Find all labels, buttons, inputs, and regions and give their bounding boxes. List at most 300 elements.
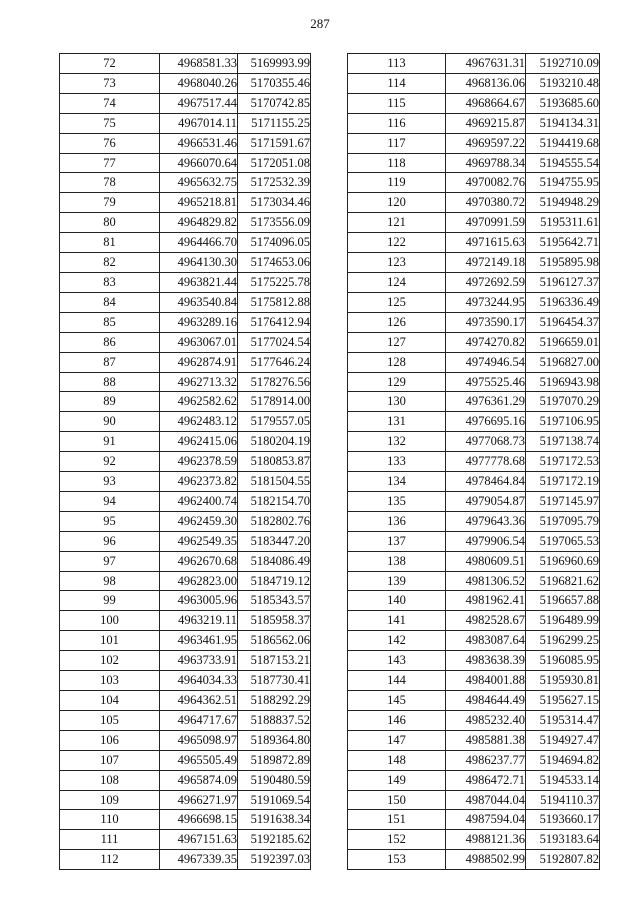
- y-coordinate-cell: 5187153.21: [238, 651, 311, 671]
- y-coordinate-cell: 5196299.25: [526, 631, 600, 651]
- x-coordinate-cell: 4970991.59: [446, 213, 526, 233]
- point-number-cell: 128: [348, 352, 446, 372]
- y-coordinate-cell: 5184086.49: [238, 551, 311, 571]
- table-row: [60, 472, 311, 492]
- y-coordinate-cell: 5171155.25: [238, 113, 311, 133]
- x-coordinate-cell: 4979054.87: [446, 491, 526, 511]
- table-row: [348, 272, 600, 292]
- x-coordinate-cell: 4983638.39: [446, 651, 526, 671]
- point-number-cell: 153: [348, 850, 446, 870]
- x-coordinate-cell: 4967631.31: [446, 54, 526, 74]
- table-row: [60, 631, 311, 651]
- point-number-cell: 98: [60, 571, 160, 591]
- y-coordinate-cell: 5195895.98: [526, 253, 600, 273]
- y-coordinate-cell: 5194948.29: [526, 193, 600, 213]
- table-row: [348, 73, 600, 93]
- point-number-cell: 118: [348, 153, 446, 173]
- y-coordinate-cell: 5172051.08: [238, 153, 311, 173]
- table-row: [348, 352, 600, 372]
- table-row: [60, 173, 311, 193]
- x-coordinate-cell: 4968040.26: [160, 73, 238, 93]
- table-row: [348, 113, 600, 133]
- x-coordinate-cell: 4964466.70: [160, 233, 238, 253]
- x-coordinate-cell: 4976361.29: [446, 392, 526, 412]
- table-row: [60, 511, 311, 531]
- point-number-cell: 122: [348, 233, 446, 253]
- x-coordinate-cell: 4969597.22: [446, 133, 526, 153]
- table-row: [348, 193, 600, 213]
- x-coordinate-cell: 4963733.91: [160, 651, 238, 671]
- point-number-cell: 126: [348, 312, 446, 332]
- table-row: [348, 412, 600, 432]
- point-number-cell: 120: [348, 193, 446, 213]
- table-row: [60, 452, 311, 472]
- table-row: [60, 531, 311, 551]
- y-coordinate-cell: 5193183.64: [526, 830, 600, 850]
- point-number-cell: 130: [348, 392, 446, 412]
- table-row: [60, 113, 311, 133]
- table-row: [348, 54, 600, 74]
- point-number-cell: 137: [348, 531, 446, 551]
- table-row: [348, 571, 600, 591]
- table-row: [348, 691, 600, 711]
- y-coordinate-cell: 5196821.62: [526, 571, 600, 591]
- table-row: [60, 850, 311, 870]
- table-row: [348, 173, 600, 193]
- x-coordinate-cell: 4963461.95: [160, 631, 238, 651]
- table-row: [60, 730, 311, 750]
- point-number-cell: 129: [348, 372, 446, 392]
- x-coordinate-cell: 4965505.49: [160, 750, 238, 770]
- point-number-cell: 127: [348, 332, 446, 352]
- table-row: [60, 432, 311, 452]
- x-coordinate-cell: 4967339.35: [160, 850, 238, 870]
- x-coordinate-cell: 4962549.35: [160, 531, 238, 551]
- x-coordinate-cell: 4964362.51: [160, 691, 238, 711]
- table-row: [348, 710, 600, 730]
- table-row: [348, 392, 600, 412]
- y-coordinate-cell: 5193210.48: [526, 73, 600, 93]
- point-number-cell: 149: [348, 770, 446, 790]
- x-coordinate-cell: 4966698.15: [160, 810, 238, 830]
- x-coordinate-cell: 4967151.63: [160, 830, 238, 850]
- y-coordinate-cell: 5191638.34: [238, 810, 311, 830]
- point-number-cell: 145: [348, 691, 446, 711]
- point-number-cell: 97: [60, 551, 160, 571]
- table-row: [60, 272, 311, 292]
- table-row: [60, 372, 311, 392]
- y-coordinate-cell: 5197070.29: [526, 392, 600, 412]
- x-coordinate-cell: 4962483.12: [160, 412, 238, 432]
- point-number-cell: 116: [348, 113, 446, 133]
- table-row: [348, 491, 600, 511]
- point-number-cell: 139: [348, 571, 446, 591]
- x-coordinate-cell: 4962459.30: [160, 511, 238, 531]
- point-number-cell: 147: [348, 730, 446, 750]
- x-coordinate-cell: 4962670.68: [160, 551, 238, 571]
- point-number-cell: 114: [348, 73, 446, 93]
- y-coordinate-cell: 5196085.95: [526, 651, 600, 671]
- point-number-cell: 117: [348, 133, 446, 153]
- x-coordinate-cell: 4968664.67: [446, 93, 526, 113]
- y-coordinate-cell: 5189364.80: [238, 730, 311, 750]
- y-coordinate-cell: 5175225.78: [238, 272, 311, 292]
- y-coordinate-cell: 5194134.31: [526, 113, 600, 133]
- table-row: [60, 790, 311, 810]
- point-number-cell: 84: [60, 292, 160, 312]
- point-number-cell: 103: [60, 671, 160, 691]
- point-number-cell: 82: [60, 253, 160, 273]
- point-number-cell: 151: [348, 810, 446, 830]
- y-coordinate-cell: 5194555.54: [526, 153, 600, 173]
- y-coordinate-cell: 5192710.09: [526, 54, 600, 74]
- x-coordinate-cell: 4969215.87: [446, 113, 526, 133]
- table-row: [60, 691, 311, 711]
- table-row: [348, 292, 600, 312]
- y-coordinate-cell: 5172532.39: [238, 173, 311, 193]
- point-number-cell: 76: [60, 133, 160, 153]
- table-row: [60, 213, 311, 233]
- y-coordinate-cell: 5196336.49: [526, 292, 600, 312]
- x-coordinate-cell: 4979906.54: [446, 531, 526, 551]
- point-number-cell: 125: [348, 292, 446, 312]
- table-body-left: [60, 54, 311, 870]
- table-row: [348, 332, 600, 352]
- y-coordinate-cell: 5197106.95: [526, 412, 600, 432]
- y-coordinate-cell: 5195311.61: [526, 213, 600, 233]
- point-number-cell: 86: [60, 332, 160, 352]
- y-coordinate-cell: 5192397.03: [238, 850, 311, 870]
- y-coordinate-cell: 5194533.14: [526, 770, 600, 790]
- x-coordinate-cell: 4976695.16: [446, 412, 526, 432]
- x-coordinate-cell: 4963540.84: [160, 292, 238, 312]
- point-number-cell: 85: [60, 312, 160, 332]
- point-number-cell: 146: [348, 710, 446, 730]
- point-number-cell: 121: [348, 213, 446, 233]
- point-number-cell: 94: [60, 491, 160, 511]
- table-row: [60, 651, 311, 671]
- point-number-cell: 123: [348, 253, 446, 273]
- y-coordinate-cell: 5193685.60: [526, 93, 600, 113]
- x-coordinate-cell: 4979643.36: [446, 511, 526, 531]
- point-number-cell: 88: [60, 372, 160, 392]
- x-coordinate-cell: 4974946.54: [446, 352, 526, 372]
- table-row: [348, 372, 600, 392]
- point-number-cell: 81: [60, 233, 160, 253]
- table-row: [348, 472, 600, 492]
- x-coordinate-cell: 4962823.00: [160, 571, 238, 591]
- y-coordinate-cell: 5194755.95: [526, 173, 600, 193]
- y-coordinate-cell: 5177646.24: [238, 352, 311, 372]
- point-number-cell: 93: [60, 472, 160, 492]
- y-coordinate-cell: 5195314.47: [526, 710, 600, 730]
- y-coordinate-cell: 5173034.46: [238, 193, 311, 213]
- point-number-cell: 90: [60, 412, 160, 432]
- point-number-cell: 150: [348, 790, 446, 810]
- x-coordinate-cell: 4966070.64: [160, 153, 238, 173]
- y-coordinate-cell: 5189872.89: [238, 750, 311, 770]
- point-number-cell: 92: [60, 452, 160, 472]
- table-row: [348, 730, 600, 750]
- y-coordinate-cell: 5176412.94: [238, 312, 311, 332]
- x-coordinate-cell: 4962373.82: [160, 472, 238, 492]
- table-row: [348, 551, 600, 571]
- y-coordinate-cell: 5192807.82: [526, 850, 600, 870]
- point-number-cell: 138: [348, 551, 446, 571]
- y-coordinate-cell: 5182154.70: [238, 491, 311, 511]
- table-row: [60, 292, 311, 312]
- y-coordinate-cell: 5195930.81: [526, 671, 600, 691]
- point-number-cell: 106: [60, 730, 160, 750]
- x-coordinate-cell: 4984644.49: [446, 691, 526, 711]
- table-row: [348, 93, 600, 113]
- y-coordinate-cell: 5174096.05: [238, 233, 311, 253]
- table-row: [60, 591, 311, 611]
- x-coordinate-cell: 4967014.11: [160, 113, 238, 133]
- x-coordinate-cell: 4968581.33: [160, 54, 238, 74]
- table-row: [348, 452, 600, 472]
- y-coordinate-cell: 5197095.79: [526, 511, 600, 531]
- x-coordinate-cell: 4987044.04: [446, 790, 526, 810]
- point-number-cell: 89: [60, 392, 160, 412]
- table-row: [348, 133, 600, 153]
- y-coordinate-cell: 5190480.59: [238, 770, 311, 790]
- table-row: [60, 770, 311, 790]
- x-coordinate-cell: 4966271.97: [160, 790, 238, 810]
- x-coordinate-cell: 4987594.04: [446, 810, 526, 830]
- point-number-cell: 102: [60, 651, 160, 671]
- y-coordinate-cell: 5196657.88: [526, 591, 600, 611]
- table-row: [60, 352, 311, 372]
- point-number-cell: 74: [60, 93, 160, 113]
- x-coordinate-cell: 4978464.84: [446, 472, 526, 492]
- table-row: [60, 710, 311, 730]
- y-coordinate-cell: 5178914.00: [238, 392, 311, 412]
- y-coordinate-cell: 5194927.47: [526, 730, 600, 750]
- table-row: [348, 810, 600, 830]
- x-coordinate-cell: 4963289.16: [160, 312, 238, 332]
- x-coordinate-cell: 4962415.06: [160, 432, 238, 452]
- y-coordinate-cell: 5196943.98: [526, 372, 600, 392]
- y-coordinate-cell: 5196489.99: [526, 611, 600, 631]
- x-coordinate-cell: 4986237.77: [446, 750, 526, 770]
- table-row: [60, 133, 311, 153]
- point-number-cell: 79: [60, 193, 160, 213]
- x-coordinate-cell: 4966531.46: [160, 133, 238, 153]
- x-coordinate-cell: 4980609.51: [446, 551, 526, 571]
- table-row: [348, 432, 600, 452]
- point-number-cell: 113: [348, 54, 446, 74]
- y-coordinate-cell: 5170355.46: [238, 73, 311, 93]
- y-coordinate-cell: 5194419.68: [526, 133, 600, 153]
- table-row: [60, 611, 311, 631]
- table-row: [348, 770, 600, 790]
- y-coordinate-cell: 5191069.54: [238, 790, 311, 810]
- table-row: [348, 750, 600, 770]
- point-number-cell: 91: [60, 432, 160, 452]
- point-number-cell: 133: [348, 452, 446, 472]
- table-row: [60, 312, 311, 332]
- x-coordinate-cell: 4965218.81: [160, 193, 238, 213]
- y-coordinate-cell: 5185343.57: [238, 591, 311, 611]
- y-coordinate-cell: 5196659.01: [526, 332, 600, 352]
- y-coordinate-cell: 5180204.19: [238, 432, 311, 452]
- point-number-cell: 104: [60, 691, 160, 711]
- table-row: [348, 531, 600, 551]
- table-row: [60, 193, 311, 213]
- point-number-cell: 95: [60, 511, 160, 531]
- point-number-cell: 78: [60, 173, 160, 193]
- y-coordinate-cell: 5177024.54: [238, 332, 311, 352]
- point-number-cell: 96: [60, 531, 160, 551]
- point-number-cell: 131: [348, 412, 446, 432]
- x-coordinate-cell: 4981962.41: [446, 591, 526, 611]
- table-row: [348, 253, 600, 273]
- table-row: [60, 551, 311, 571]
- coordinates-table-right: [347, 53, 600, 870]
- table-row: [60, 153, 311, 173]
- x-coordinate-cell: 4972149.18: [446, 253, 526, 273]
- point-number-cell: 75: [60, 113, 160, 133]
- y-coordinate-cell: 5188837.52: [238, 710, 311, 730]
- y-coordinate-cell: 5170742.85: [238, 93, 311, 113]
- table-row: [348, 790, 600, 810]
- x-coordinate-cell: 4962582.62: [160, 392, 238, 412]
- table-row: [60, 392, 311, 412]
- y-coordinate-cell: 5179557.05: [238, 412, 311, 432]
- point-number-cell: 107: [60, 750, 160, 770]
- y-coordinate-cell: 5181504.55: [238, 472, 311, 492]
- x-coordinate-cell: 4982528.67: [446, 611, 526, 631]
- table-row: [348, 671, 600, 691]
- x-coordinate-cell: 4970082.76: [446, 173, 526, 193]
- x-coordinate-cell: 4988121.36: [446, 830, 526, 850]
- x-coordinate-cell: 4969788.34: [446, 153, 526, 173]
- x-coordinate-cell: 4986472.71: [446, 770, 526, 790]
- y-coordinate-cell: 5192185.62: [238, 830, 311, 850]
- x-coordinate-cell: 4968136.06: [446, 73, 526, 93]
- y-coordinate-cell: 5197138.74: [526, 432, 600, 452]
- point-number-cell: 72: [60, 54, 160, 74]
- y-coordinate-cell: 5193660.17: [526, 810, 600, 830]
- table-row: [60, 491, 311, 511]
- point-number-cell: 142: [348, 631, 446, 651]
- table-row: [348, 631, 600, 651]
- point-number-cell: 110: [60, 810, 160, 830]
- y-coordinate-cell: 5197145.97: [526, 491, 600, 511]
- x-coordinate-cell: 4977778.68: [446, 452, 526, 472]
- x-coordinate-cell: 4962378.59: [160, 452, 238, 472]
- x-coordinate-cell: 4962874.91: [160, 352, 238, 372]
- point-number-cell: 77: [60, 153, 160, 173]
- point-number-cell: 119: [348, 173, 446, 193]
- x-coordinate-cell: 4967517.44: [160, 93, 238, 113]
- x-coordinate-cell: 4964034.33: [160, 671, 238, 691]
- table-row: [348, 233, 600, 253]
- x-coordinate-cell: 4965632.75: [160, 173, 238, 193]
- point-number-cell: 115: [348, 93, 446, 113]
- x-coordinate-cell: 4963067.01: [160, 332, 238, 352]
- table-row: [348, 651, 600, 671]
- x-coordinate-cell: 4964829.82: [160, 213, 238, 233]
- point-number-cell: 135: [348, 491, 446, 511]
- point-number-cell: 148: [348, 750, 446, 770]
- x-coordinate-cell: 4965874.09: [160, 770, 238, 790]
- point-number-cell: 134: [348, 472, 446, 492]
- y-coordinate-cell: 5180853.87: [238, 452, 311, 472]
- table-row: [348, 213, 600, 233]
- point-number-cell: 144: [348, 671, 446, 691]
- y-coordinate-cell: 5196960.69: [526, 551, 600, 571]
- x-coordinate-cell: 4970380.72: [446, 193, 526, 213]
- point-number-cell: 111: [60, 830, 160, 850]
- y-coordinate-cell: 5182802.76: [238, 511, 311, 531]
- y-coordinate-cell: 5188292.29: [238, 691, 311, 711]
- x-coordinate-cell: 4962713.32: [160, 372, 238, 392]
- point-number-cell: 100: [60, 611, 160, 631]
- table-row: [348, 312, 600, 332]
- point-number-cell: 136: [348, 511, 446, 531]
- point-number-cell: 112: [60, 850, 160, 870]
- x-coordinate-cell: 4972692.59: [446, 272, 526, 292]
- table-row: [348, 153, 600, 173]
- point-number-cell: 101: [60, 631, 160, 651]
- table-row: [60, 571, 311, 591]
- table-row: [348, 850, 600, 870]
- x-coordinate-cell: 4962400.74: [160, 491, 238, 511]
- y-coordinate-cell: 5184719.12: [238, 571, 311, 591]
- y-coordinate-cell: 5196827.00: [526, 352, 600, 372]
- point-number-cell: 141: [348, 611, 446, 631]
- y-coordinate-cell: 5194694.82: [526, 750, 600, 770]
- x-coordinate-cell: 4985881.38: [446, 730, 526, 750]
- table-row: [60, 233, 311, 253]
- x-coordinate-cell: 4981306.52: [446, 571, 526, 591]
- point-number-cell: 87: [60, 352, 160, 372]
- point-number-cell: 80: [60, 213, 160, 233]
- table-row: [348, 611, 600, 631]
- page-number: 287: [310, 16, 330, 31]
- table-row: [348, 511, 600, 531]
- x-coordinate-cell: 4963821.44: [160, 272, 238, 292]
- y-coordinate-cell: 5197172.19: [526, 472, 600, 492]
- point-number-cell: 73: [60, 73, 160, 93]
- table-row: [60, 253, 311, 273]
- table-row: [60, 332, 311, 352]
- table-row: [348, 591, 600, 611]
- x-coordinate-cell: 4964130.30: [160, 253, 238, 273]
- x-coordinate-cell: 4973244.95: [446, 292, 526, 312]
- table-row: [60, 750, 311, 770]
- x-coordinate-cell: 4974270.82: [446, 332, 526, 352]
- y-coordinate-cell: 5196127.37: [526, 272, 600, 292]
- table-row: [60, 671, 311, 691]
- y-coordinate-cell: 5173556.09: [238, 213, 311, 233]
- point-number-cell: 140: [348, 591, 446, 611]
- y-coordinate-cell: 5185958.37: [238, 611, 311, 631]
- point-number-cell: 152: [348, 830, 446, 850]
- point-number-cell: 132: [348, 432, 446, 452]
- y-coordinate-cell: 5178276.56: [238, 372, 311, 392]
- table-row: [60, 93, 311, 113]
- y-coordinate-cell: 5175812.88: [238, 292, 311, 312]
- x-coordinate-cell: 4984001.88: [446, 671, 526, 691]
- x-coordinate-cell: 4985232.40: [446, 710, 526, 730]
- table-row: [60, 54, 311, 74]
- y-coordinate-cell: 5195627.15: [526, 691, 600, 711]
- table-row: [60, 810, 311, 830]
- x-coordinate-cell: 4977068.73: [446, 432, 526, 452]
